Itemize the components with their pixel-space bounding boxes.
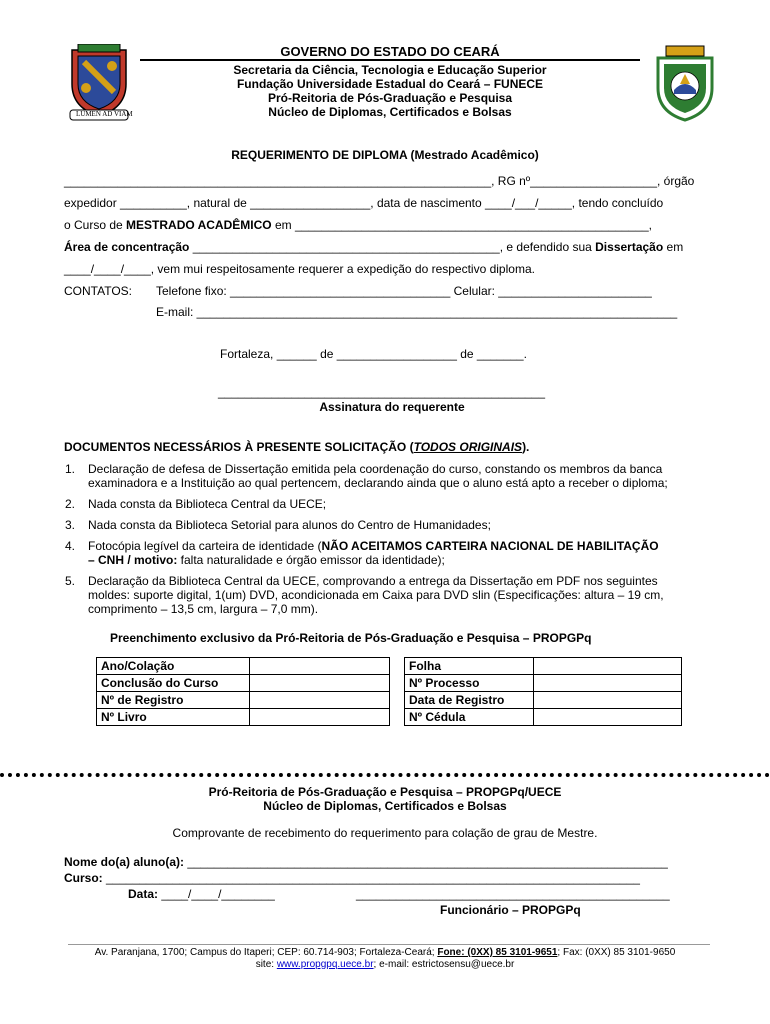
- email-field[interactable]: E-mail: ________________________________________________________________________: [156, 305, 678, 319]
- place-date-field[interactable]: Fortaleza, ______ de __________________ de _______.: [220, 347, 527, 361]
- doc-3-number: 3.: [65, 518, 76, 532]
- documents-heading-emphasis: TODOS ORIGINAIS: [413, 440, 523, 454]
- doc-4-text: Fotocópia legível da carteira de identidade (: [88, 539, 322, 553]
- table-row: [97, 692, 390, 709]
- footer-address-text: Av. Paranjana, 1700; Campus do Itaperi; CEP: 60.714-903; Fortaleza-Ceará;: [94, 947, 438, 958]
- doc-4-cnh-motive: – CNH / motivo:: [88, 553, 178, 567]
- left-label-2: Conclusão do Curso: [97, 675, 250, 692]
- footer-fax: ; Fax: (0XX) 85 3101-9650: [557, 947, 676, 958]
- office-table-right: [404, 657, 682, 726]
- doc-2-number: 2.: [65, 497, 76, 511]
- doc-1-number: 1.: [65, 462, 76, 476]
- area-blank: ______________________________________________, e defendido sua: [189, 240, 596, 254]
- right-value-3[interactable]: [534, 692, 682, 709]
- doc-3-line-1: Nada consta da Biblioteca Setorial para alunos do Centro de Humanidades;: [88, 518, 491, 532]
- office-use-heading: Preenchimento exclusivo da Pró-Reitoria de Pós-Graduação e Pesquisa – PROPGPq: [110, 631, 592, 645]
- course-prefix: o Curso de: [64, 218, 127, 232]
- receipt-course-blank: ________________________________________________________________________________: [102, 871, 640, 885]
- receipt-signature-label: Funcionário – PROPGPq: [440, 903, 581, 917]
- contacts-label: CONTATOS:: [64, 284, 133, 298]
- left-value-2[interactable]: [250, 675, 390, 692]
- right-value-1[interactable]: [534, 658, 682, 675]
- receipt-course-label: Curso:: [64, 871, 103, 885]
- header-line-4: Núcleo de Diplomas, Certificados e Bolsas: [268, 105, 512, 119]
- receipt-heading-1: Pró-Reitoria de Pós-Graduação e Pesquisa – PROPGPq/UECE: [208, 785, 562, 799]
- phone-fields[interactable]: Telefone fixo: _________________________________ Celular: _______________________: [156, 284, 652, 298]
- right-label-4: Nº Cédula: [405, 709, 534, 726]
- left-value-4[interactable]: [250, 709, 390, 726]
- receipt-date-blank: ____/____/________: [158, 887, 275, 901]
- cut-line: [0, 773, 770, 777]
- table-row: [97, 675, 390, 692]
- doc-1-line-1: Declaração de defesa de Dissertação emitida pela coordenação do curso, constando os membros da banca: [88, 462, 663, 476]
- doc-2-line-1: Nada consta da Biblioteca Central da UECE;: [88, 497, 327, 511]
- doc-1-line-2: examinadora e a Instituição ao qual pertencem, declarando ainda que o aluno está apto a receber o diploma;: [88, 476, 668, 490]
- doc-5-line-3: comprimento – 13,5 cm, largura – 7,0 mm).: [88, 602, 319, 616]
- form-line-5[interactable]: ____/____/____, vem mui respeitosamente requerer a expedição do respectivo diploma.: [64, 262, 535, 276]
- signature-line[interactable]: _________________________________________________: [218, 385, 546, 399]
- footer-address: [0, 947, 770, 958]
- doc-4-line-1: [88, 539, 659, 553]
- footer-divider: [68, 944, 710, 945]
- documents-heading-text: DOCUMENTOS NECESSÁRIOS À PRESENTE SOLICITAÇÃO (: [64, 440, 414, 454]
- uece-crest-logo: [64, 44, 134, 122]
- form-line-2[interactable]: expedidor __________, natural de __________________, data de nascimento ____/___/_____, tendo concluído: [64, 196, 664, 210]
- doc-4-emphasis: NÃO ACEITAMOS CARTEIRA NACIONAL DE HABILITAÇÃO: [321, 539, 659, 553]
- doc-4-number: 4.: [65, 539, 76, 553]
- ceara-state-coat-of-arms: [652, 44, 718, 122]
- doc-4-line-2: [88, 553, 445, 567]
- footer-site-link[interactable]: www.propgpq.uece.br: [276, 959, 374, 970]
- receipt-heading-2: Núcleo de Diplomas, Certificados e Bolsas: [263, 799, 507, 813]
- left-value-1[interactable]: [250, 658, 390, 675]
- course-blank: em _____________________________________________________,: [271, 218, 652, 232]
- footer-phone: Fone: (0XX) 85 3101-9651: [437, 947, 558, 958]
- office-table-left: [96, 657, 390, 726]
- document-header-title: GOVERNO DO ESTADO DO CEARÁ: [280, 44, 500, 59]
- defense-date-suffix: em: [663, 240, 684, 254]
- footer-email: ; e-mail: estrictosensu@uece.br: [373, 959, 515, 970]
- table-row: [405, 658, 682, 675]
- form-title: REQUERIMENTO DE DIPLOMA (Mestrado Acadêmico): [231, 148, 539, 162]
- left-label-3: Nº de Registro: [97, 692, 250, 709]
- documents-heading: [64, 440, 529, 454]
- receipt-text: Comprovante de recebimento do requerimento para colação de grau de Mestre.: [172, 826, 598, 840]
- table-row: [405, 675, 682, 692]
- receipt-name-label: Nome do(a) aluno(a):: [64, 855, 184, 869]
- doc-5-number: 5.: [65, 574, 76, 588]
- header-line-2: Fundação Universidade Estadual do Ceará – FUNECE: [236, 77, 544, 91]
- right-label-3: Data de Registro: [405, 692, 534, 709]
- footer-site: [0, 959, 770, 970]
- table-row: [97, 658, 390, 675]
- rg-field: , RG nº___________________, órgão: [491, 174, 695, 188]
- receipt-signature-line[interactable]: _______________________________________________: [356, 887, 670, 901]
- left-value-3[interactable]: [250, 692, 390, 709]
- dissertation-label: Dissertação: [595, 240, 664, 254]
- receipt-name-field[interactable]: [64, 855, 668, 869]
- course-type: MESTRADO ACADÊMICO: [126, 218, 272, 232]
- doc-4-reason: falta naturalidade e órgão emissor da identidade);: [177, 553, 445, 567]
- name-blank: ________________________________________________________________: [64, 174, 492, 188]
- header-divider: [140, 59, 640, 61]
- header-line-3: Pró-Reitoria de Pós-Graduação e Pesquisa: [267, 91, 513, 105]
- area-label: Área de concentração: [64, 240, 190, 254]
- left-label-1: Ano/Colação: [97, 658, 250, 675]
- left-label-4: Nº Livro: [97, 709, 250, 726]
- doc-5-line-1: Declaração da Biblioteca Central da UECE, comprovando a entrega da Dissertação em PDF nos seguintes: [88, 574, 658, 588]
- right-value-4[interactable]: [534, 709, 682, 726]
- form-line-4[interactable]: [64, 240, 683, 254]
- signature-label: Assinatura do requerente: [319, 400, 465, 414]
- form-line-3[interactable]: [64, 218, 652, 232]
- right-value-2[interactable]: [534, 675, 682, 692]
- right-label-2: Nº Processo: [405, 675, 534, 692]
- applicant-name-field[interactable]: [64, 174, 694, 188]
- receipt-name-blank: ________________________________________________________________________: [184, 855, 668, 869]
- receipt-date-field[interactable]: [128, 887, 275, 901]
- table-row: [405, 692, 682, 709]
- footer-site-label: site:: [255, 959, 277, 970]
- header-line-1: Secretaria da Ciência, Tecnologia e Educação Superior: [233, 63, 547, 77]
- receipt-date-label: Data:: [128, 887, 159, 901]
- table-row: [97, 709, 390, 726]
- crest-motto: LUMEN AD VIAM: [76, 110, 133, 118]
- doc-5-line-2: moldes: suporte digital, 1(um) DVD, acondicionada em Caixa para DVD slin (Especificações: altura – 19 cm,: [88, 588, 664, 602]
- receipt-course-field[interactable]: [64, 871, 640, 885]
- table-row: [405, 709, 682, 726]
- documents-heading-end: ).: [522, 440, 530, 454]
- right-label-1: Folha: [405, 658, 534, 675]
